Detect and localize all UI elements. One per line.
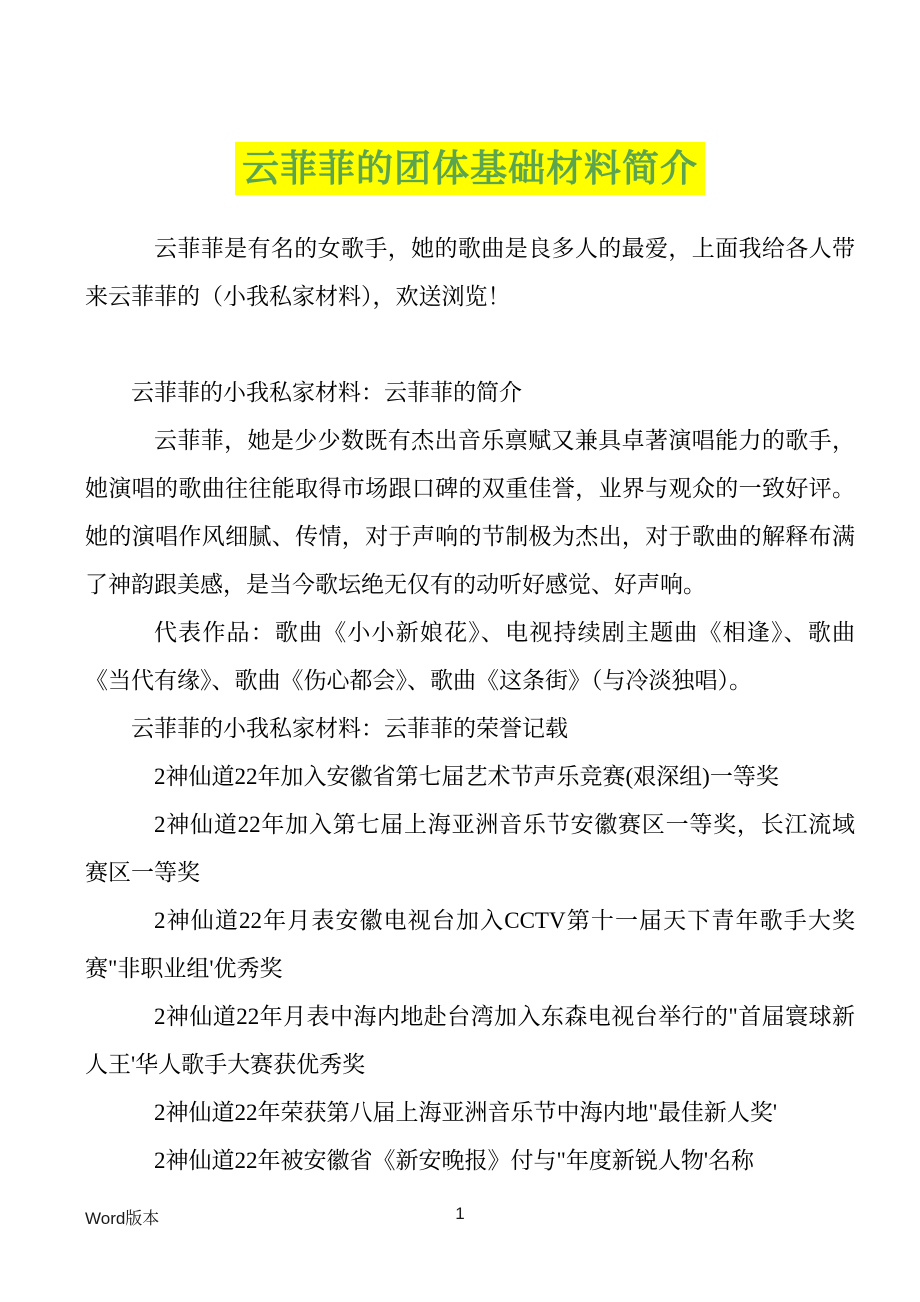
award-item-2: 2神仙道22年加入第七届上海亚洲音乐节安徽赛区一等奖，长江流域赛区一等奖 xyxy=(85,812,855,885)
paragraph-intro: 云菲菲是有名的女歌手，她的歌曲是良多人的最爱，上面我给各人带来云菲菲的（小我私家材料），欢送浏览！ xyxy=(85,236,855,309)
award-item-3: 2神仙道22年月表安徽电视台加入CCTV第十一届天下青年歌手大奖赛"非职业组'优秀奖 xyxy=(85,908,855,981)
page-footer xyxy=(0,1204,920,1230)
highlighted-title-text: 云菲菲的团体基础材料简介 xyxy=(235,142,705,195)
document-title xyxy=(85,142,855,195)
document-body xyxy=(85,142,855,1185)
blank-line xyxy=(85,321,855,369)
section-heading-profile: 云菲菲的小我私家材料：云菲菲的简介 xyxy=(131,380,522,405)
footer-label: Word版本 xyxy=(85,1209,160,1228)
section-heading-honors: 云菲菲的小我私家材料：云菲菲的荣誉记载 xyxy=(131,716,568,741)
award-item-4: 2神仙道22年月表中海内地赴台湾加入东森电视台举行的"首届寰球新人王'华人歌手大赛获优秀奖 xyxy=(85,1004,855,1077)
award-item-6: 2神仙道22年被安徽省《新安晚报》付与"年度新锐人物'名称 xyxy=(154,1148,755,1173)
paragraph-bio: 云菲菲，她是少少数既有杰出音乐禀赋又兼具卓著演唱能力的歌手，她演唱的歌曲往往能取得市场跟口碑的双重佳誉，业界与观众的一致好评。她的演唱作风细腻、传情，对于声响的节制极为杰出，对于歌曲的解释布满了神韵跟美感，是当今歌坛绝无仅有的动听好感觉、好声响。 xyxy=(85,428,855,597)
paragraph-works: 代表作品：歌曲《小小新娘花》、电视持续剧主题曲《相逢》、歌曲《当代有缘》、歌曲《伤心都会》、歌曲《这条街》（与冷淡独唱）。 xyxy=(85,620,855,693)
award-item-1: 2神仙道22年加入安徽省第七届艺术节声乐竞赛(艰深组)一等奖 xyxy=(154,764,779,789)
page-number: 1 xyxy=(455,1204,465,1223)
award-item-5: 2神仙道22年荣获第八届上海亚洲音乐节中海内地"最佳新人奖' xyxy=(154,1100,778,1125)
